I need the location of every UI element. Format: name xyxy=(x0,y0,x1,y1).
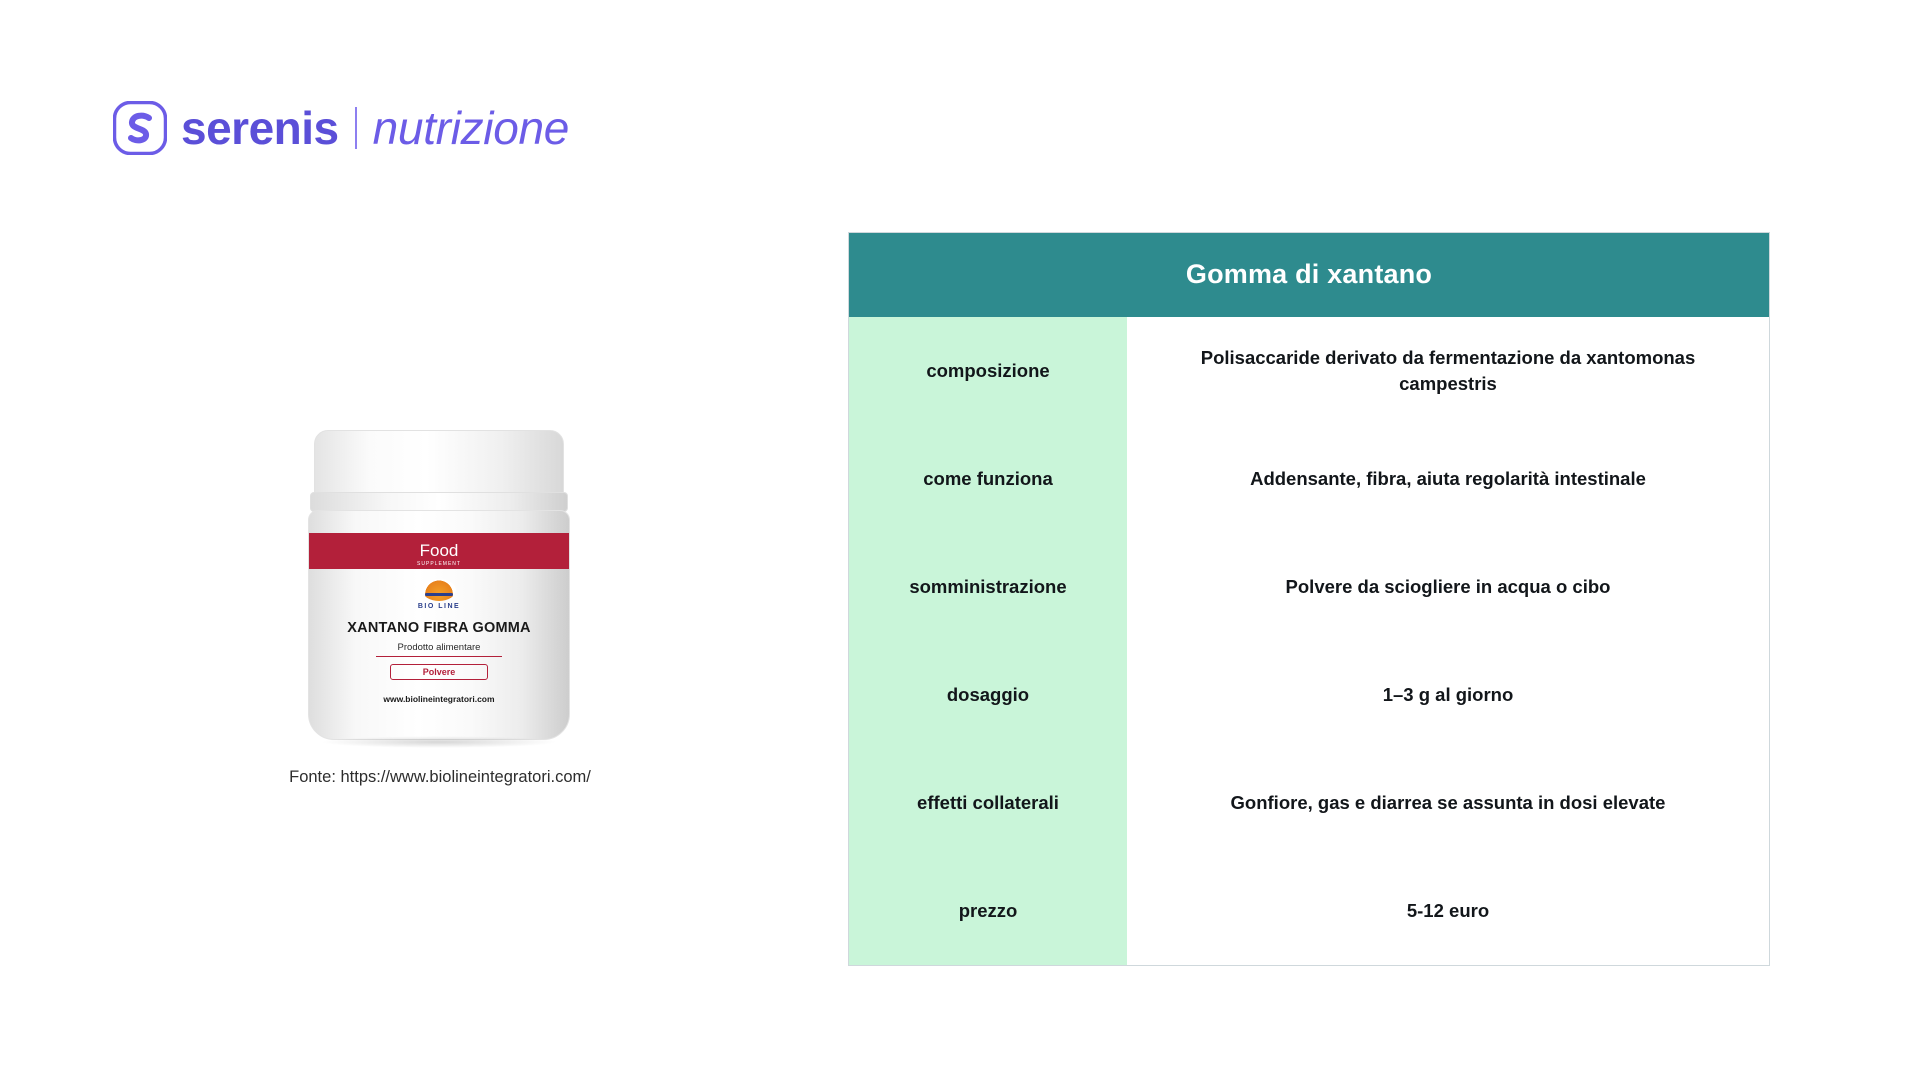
bioline-sun-icon xyxy=(422,579,456,601)
table-row-label: dosaggio xyxy=(946,684,1030,705)
table-row-value: Polvere da sciogliere in acqua o cibo xyxy=(1285,576,1611,598)
product-title: XANTANO FIBRA GOMMA xyxy=(347,620,531,636)
bioline-brand-name: BIO LINE xyxy=(417,603,461,610)
table-row-label: prezzo xyxy=(958,900,1018,921)
brand-divider xyxy=(355,107,357,149)
table-label-column xyxy=(849,317,1127,965)
table-row-label: composizione xyxy=(926,360,1050,381)
jar-shadow xyxy=(320,736,558,748)
brand-subtitle: nutrizione xyxy=(372,102,570,154)
product-form-badge: Polvere xyxy=(390,664,488,680)
info-table xyxy=(848,232,1770,966)
table-row-label: come funziona xyxy=(923,468,1053,489)
label-band-subtext: SUPPLEMENT xyxy=(417,561,461,567)
product-jar-image xyxy=(290,420,590,750)
label-band-text: Food xyxy=(419,541,459,560)
source-caption: Fonte: https://www.biolineintegratori.com/ xyxy=(289,768,591,786)
product-url: www.biolineintegratori.com xyxy=(383,693,495,704)
table-title: Gomma di xantano xyxy=(849,233,1769,317)
brand-logo xyxy=(113,101,569,155)
table-row-value: Polisaccaride derivato da fermentazione da xantomonas campestris xyxy=(1200,347,1696,394)
table-body xyxy=(849,317,1769,965)
table-row-label: somministrazione xyxy=(909,576,1067,597)
table-row-value: 1–3 g al giorno xyxy=(1382,684,1514,706)
product-illustration-block xyxy=(230,420,650,787)
label-band xyxy=(309,533,569,569)
table-row-value: Addensante, fibra, aiuta regolarità intestinale xyxy=(1250,468,1646,490)
table-row-value: Gonfiore, gas e diarrea se assunta in dosi elevate xyxy=(1230,792,1666,814)
serenis-s-logo-icon xyxy=(113,101,167,155)
table-row-value: 5-12 euro xyxy=(1406,900,1490,922)
brand-name: serenis xyxy=(181,102,339,154)
table-value-column xyxy=(1127,317,1769,965)
jar-body xyxy=(308,510,570,740)
brand-wordmark xyxy=(181,102,570,154)
product-subtitle: Prodotto alimentare xyxy=(376,642,503,657)
table-row-label: effetti collaterali xyxy=(917,792,1059,813)
label-face xyxy=(309,569,569,704)
jar-lid-rim xyxy=(310,492,568,512)
